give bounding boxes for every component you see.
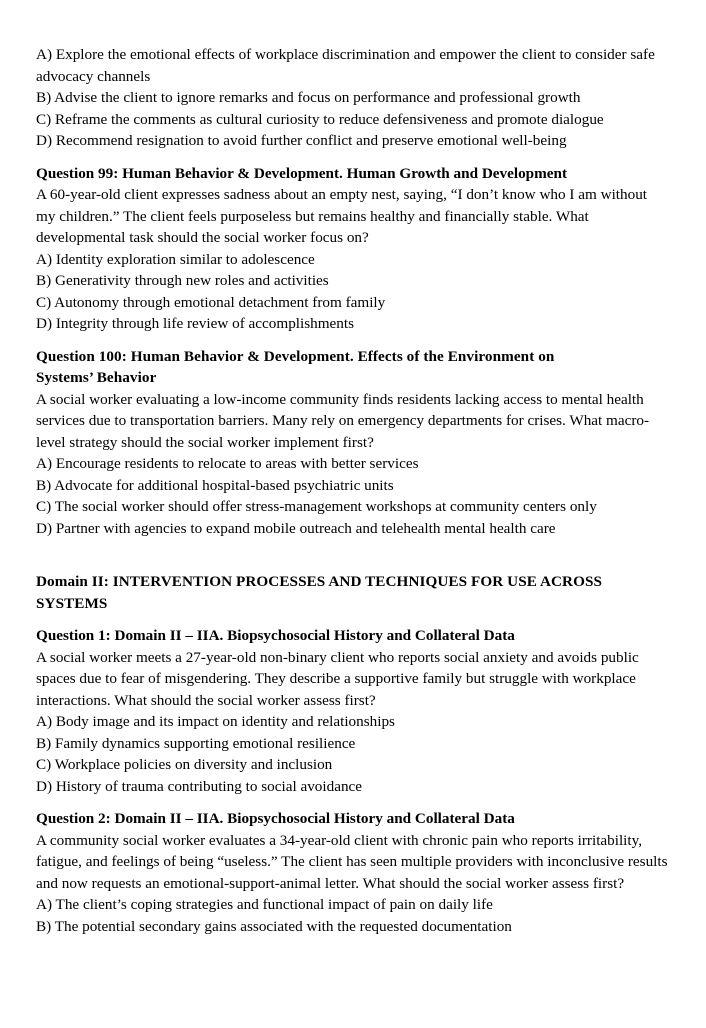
question-100-option-c: C) The social worker should offer stress-management workshops at community centers only: [36, 498, 597, 515]
question-99-option-a: A) Identity exploration similar to adolescence: [36, 250, 315, 268]
question-99-option-b: B) Generativity through new roles and activities: [36, 272, 329, 289]
domain-2-question-1: [36, 625, 668, 797]
question-100: [36, 346, 668, 540]
domain-2-heading-line-2: SYSTEMS: [36, 594, 108, 612]
domain-2-question-1-option-a: A) Body image and its impact on identity and relationships: [36, 713, 395, 730]
question-100-heading-line-1: Question 100: Human Behavior & Development. Effects of the Environment on: [36, 347, 555, 365]
option-a: A) Explore the emotional effects of workplace discrimination and empower the client to consider safe advocacy channels: [36, 46, 655, 85]
section-spacer: [36, 550, 668, 571]
domain-2-question-1-option-c: C) Workplace policies on diversity and inclusion: [36, 756, 333, 773]
previous-question-options: [36, 44, 668, 152]
domain-2-question-1-option-b: B) Family dynamics supporting emotional resilience: [36, 734, 356, 752]
question-99-stem: A 60-year-old client expresses sadness about an empty nest, saying, “I don’t know who I am without my children.” The client feels purposeless but remains healthy and financially stable. What developmental task should the social worker focus on?: [36, 186, 648, 246]
option-d: D) Recommend resignation to avoid further conflict and preserve emotional well-being: [36, 132, 567, 149]
domain-2-question-1-stem: A social worker meets a 27-year-old non-binary client who reports social anxiety and avoids public spaces due to fear of misgendering. They describe a supportive family but struggle with workplace interactions. What should the social worker assess first?: [36, 648, 639, 709]
question-99-option-d: D) Integrity through life review of accomplishments: [36, 315, 355, 332]
question-100-option-a: A) Encourage residents to relocate to areas with better services: [36, 455, 419, 472]
domain-2-question-1-heading: Question 1: Domain II – IIA. Biopsychosocial History and Collateral Data: [36, 627, 515, 644]
domain-2-question-2-stem: A community social worker evaluates a 34-year-old client with chronic pain who reports irritability, fatigue, and feelings of being “useless.” The client has seen multiple providers with inconclusive results and now requests an emotional-support-animal letter. What should the social worker assess first?: [36, 831, 668, 892]
question-99-heading: Question 99: Human Behavior & Development. Human Growth and Development: [36, 164, 568, 182]
option-b: B) Advise the client to ignore remarks and focus on performance and professional growth: [36, 89, 581, 106]
question-99: [36, 163, 668, 335]
question-100-option-d: D) Partner with agencies to expand mobile outreach and telehealth mental health care: [36, 519, 556, 537]
domain-2-question-2-option-b: B) The potential secondary gains associated with the requested documentation: [36, 917, 512, 935]
domain-2-heading-line-1: Domain II: INTERVENTION PROCESSES AND TECHNIQUES FOR USE ACROSS: [36, 573, 603, 590]
option-c: C) Reframe the comments as cultural curiosity to reduce defensiveness and promote dialogue: [36, 110, 604, 128]
domain-2-question-1-option-d: D) History of trauma contributing to social avoidance: [36, 777, 363, 795]
domain-2-question-2: [36, 808, 668, 937]
question-99-option-c: C) Autonomy through emotional detachment from family: [36, 293, 386, 311]
question-100-stem: A social worker evaluating a low-income community finds residents lacking access to mental health services due to transportation barriers. Many rely on emergency departments for crises. What macro-level strategy should the social worker implement first?: [36, 390, 650, 451]
domain-2-question-2-heading: Question 2: Domain II – IIA. Biopsychosocial History and Collateral Data: [36, 810, 515, 827]
question-100-heading-line-2: Systems’ Behavior: [36, 369, 157, 386]
domain-2-question-2-option-a: A) The client’s coping strategies and functional impact of pain on daily life: [36, 896, 493, 913]
question-100-option-b: B) Advocate for additional hospital-based psychiatric units: [36, 476, 394, 494]
domain-2-heading: [36, 571, 668, 614]
